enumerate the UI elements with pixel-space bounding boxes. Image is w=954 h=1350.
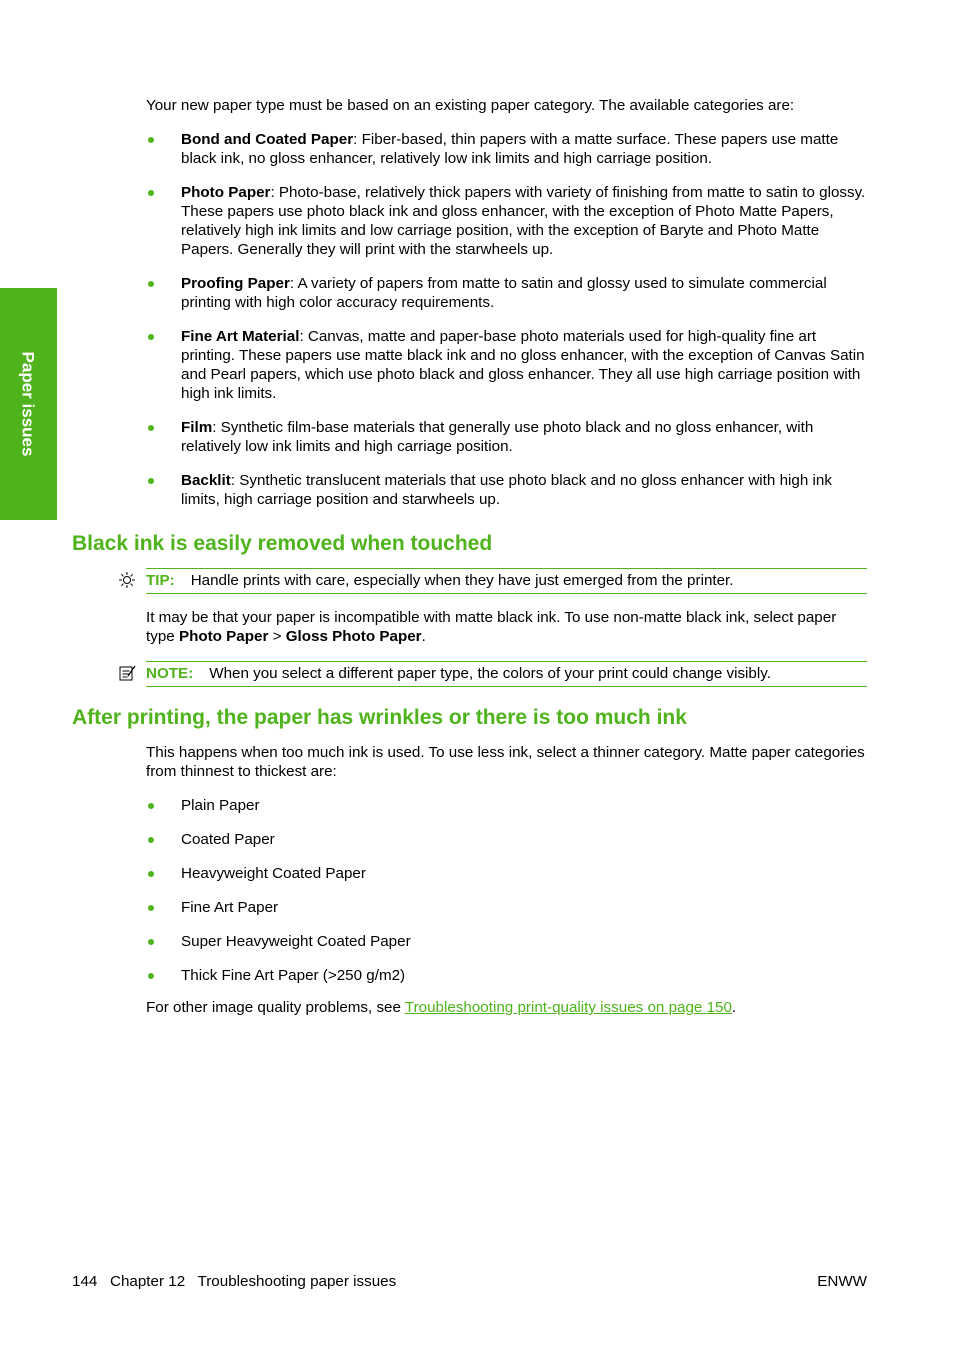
paragraph-text: It may be that your paper is incompatible with matte black ink. To use non-matte black ink, select paper type (146, 609, 837, 645)
closing-text: For other image quality problems, see (146, 999, 405, 1016)
bullet-icon (148, 137, 154, 143)
category-term: Proofing Paper (181, 275, 290, 292)
category-desc: : Synthetic translucent materials that use photo black and no gloss enhancer with high ink limits, high carriage position and starwheels up. (181, 472, 832, 508)
menu-separator: > (268, 628, 286, 645)
bullet-icon (148, 334, 154, 340)
tip-callout (146, 568, 867, 594)
list-item-text: Heavyweight Coated Paper (181, 865, 366, 882)
note-label: NOTE: (146, 665, 194, 682)
list-item (146, 830, 867, 849)
bullet-icon (148, 973, 154, 979)
bullet-icon (148, 905, 154, 911)
note-callout (146, 661, 867, 687)
list-item (146, 327, 867, 403)
category-desc: : Canvas, matte and paper-base photo materials used for high-quality fine art printing. These papers use matte black ink and no gloss enhancer, with the exception of Canvas Satin and Pearl papers, which use photo black and gloss enhancer. They all use high carriage position with high ink limits. (181, 328, 865, 402)
list-item (146, 932, 867, 951)
list-item (146, 864, 867, 883)
bullet-icon (148, 478, 154, 484)
category-term: Backlit (181, 472, 231, 489)
list-item-text: Plain Paper (181, 797, 260, 814)
category-term: Fine Art Material (181, 328, 300, 345)
bullet-icon (148, 939, 154, 945)
section-heading-black-ink: Black ink is easily removed when touched (72, 532, 493, 555)
category-term: Bond and Coated Paper (181, 131, 354, 148)
note-icon (118, 664, 136, 682)
category-desc: : Photo-base, relatively thick papers with variety of finishing from matte to satin to glossy. These papers use photo black ink and gloss enhancer, with the exception of Photo Matte Papers, relatively high ink limits and low carriage position, with the exception of Baryte and Photo Matte Papers. Generally they will print with the starwheels up. (181, 184, 866, 258)
bullet-icon (148, 281, 154, 287)
thickness-list (146, 796, 867, 1000)
category-desc: : Synthetic film-base materials that generally use photo black and no gloss enhancer, with relatively low ink limits and high carriage position. (181, 419, 814, 455)
side-tab-label: Paper issues (18, 351, 38, 457)
note-text: When you select a different paper type, the colors of your print could change visibly. (209, 665, 771, 682)
wrinkles-paragraph: This happens when too much ink is used. To use less ink, select a thinner category. Matte paper categories from thinnest to thickest are: (146, 744, 865, 780)
list-item (146, 898, 867, 917)
footer-left: 144 Chapter 12 Troubleshooting paper issues (72, 1273, 397, 1290)
list-item-text: Super Heavyweight Coated Paper (181, 933, 411, 950)
closing-end: . (731, 999, 737, 1016)
closing-paragraph (146, 998, 867, 1017)
side-tab (0, 288, 57, 520)
troubleshooting-link[interactable]: Troubleshooting print-quality issues on page 150 (404, 999, 732, 1016)
paragraph-end: . (421, 628, 426, 645)
tip-text: Handle prints with care, especially when they have just emerged from the printer. (190, 572, 734, 589)
list-item (146, 471, 867, 509)
list-item (146, 183, 867, 259)
tip-label: TIP: (146, 572, 175, 589)
black-ink-paragraph (146, 608, 867, 646)
list-item (146, 130, 867, 168)
bullet-icon (148, 871, 154, 877)
category-desc: : Fiber-based, thin papers with a matte surface. These papers use matte black ink, no gloss enhancer, relatively low ink limits and high carriage position. (181, 131, 839, 167)
list-item-text: Fine Art Paper (181, 899, 279, 916)
list-item (146, 966, 867, 985)
lightbulb-icon (118, 571, 136, 589)
bullet-icon (148, 803, 154, 809)
section-heading-wrinkles: After printing, the paper has wrinkles or there is too much ink (72, 706, 687, 729)
category-list (146, 130, 867, 524)
bullet-icon (148, 190, 154, 196)
list-item-text: Thick Fine Art Paper (>250 g/m2) (181, 967, 406, 984)
list-item (146, 418, 867, 456)
category-term: Film (181, 419, 213, 436)
list-item (146, 274, 867, 312)
category-term: Photo Paper (181, 184, 271, 201)
page-footer (72, 1272, 867, 1291)
category-desc: : A variety of papers from matte to satin and glossy used to simulate commercial printing with high color accuracy requirements. (181, 275, 827, 311)
footer-right: ENWW (817, 1273, 867, 1290)
intro-paragraph: Your new paper type must be based on an existing paper category. The available categories are: (146, 97, 795, 114)
list-item-text: Coated Paper (181, 831, 275, 848)
bullet-icon (148, 425, 154, 431)
menu-term-photo-paper: Photo Paper (178, 628, 269, 645)
menu-term-gloss-photo-paper: Gloss Photo Paper (285, 628, 422, 645)
bullet-icon (148, 837, 154, 843)
list-item (146, 796, 867, 815)
